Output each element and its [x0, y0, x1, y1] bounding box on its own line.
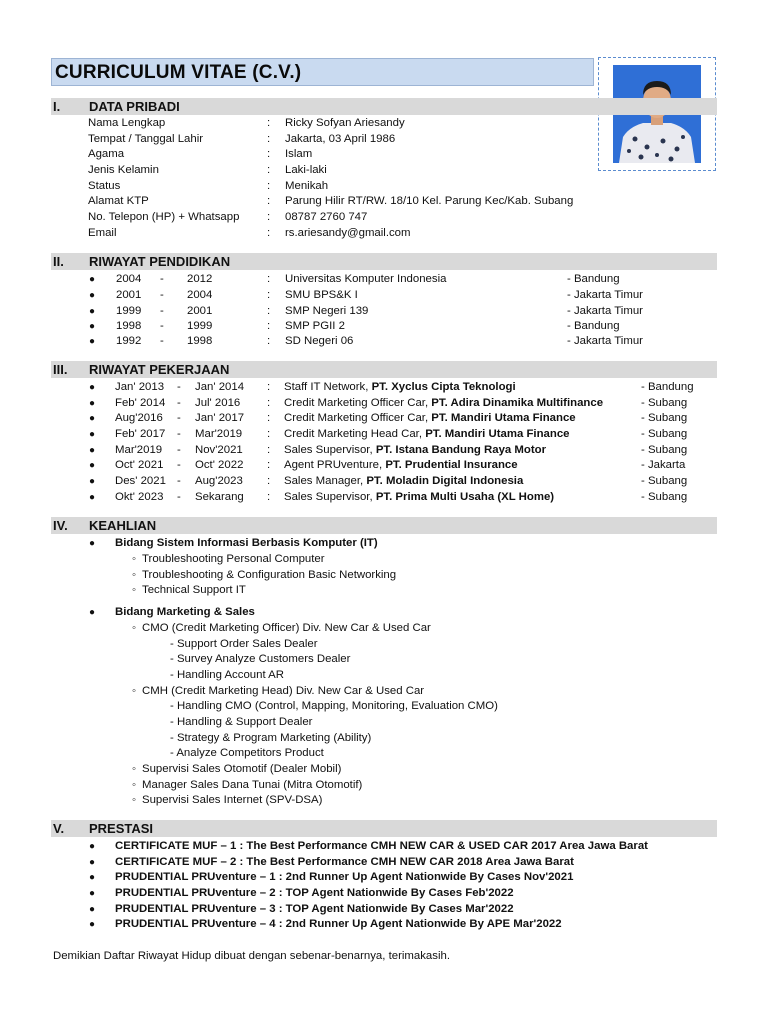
bullet: ● [89, 274, 96, 285]
work-role [284, 412, 576, 424]
company: PT. Mandiri Utama Finance [425, 428, 570, 440]
colon: : [267, 117, 271, 129]
work-dash: - [177, 475, 181, 487]
award-item: CERTIFICATE MUF – 1 : The Best Performance CMH NEW CAR & USED CAR 2017 Area Jawa Barat [115, 840, 648, 852]
email-value: rs.ariesandy@gmail.com [285, 227, 411, 239]
label: Status [88, 180, 121, 192]
skill-item: Supervisi Sales Otomotif (Dealer Mobil) [142, 763, 342, 775]
section-bar-education [51, 253, 717, 270]
value: Islam [285, 148, 313, 160]
skill-subitem: - Support Order Sales Dealer [170, 638, 318, 650]
section-title: DATA PRIBADI [89, 99, 180, 114]
work-start: Des' 2021 [115, 475, 166, 487]
work-dash: - [177, 444, 181, 456]
work-role [284, 459, 518, 471]
section-title: KEAHLIAN [89, 518, 157, 533]
work-role [284, 491, 554, 503]
skill-item: Troubleshooting Personal Computer [142, 553, 325, 565]
work-start: Aug'2016 [115, 412, 163, 424]
work-dash: - [177, 412, 181, 424]
value: Laki-laki [285, 164, 327, 176]
work-end: Oct' 2022 [195, 459, 244, 471]
sub-bullet: ◦ [132, 763, 137, 775]
label: Nama Lengkap [88, 117, 166, 129]
work-city: - Subang [641, 491, 688, 503]
company: PT. Xyclus Cipta Teknologi [371, 381, 516, 393]
section-number: II. [53, 254, 64, 269]
award-item: PRUDENTIAL PRUventure – 1 : 2nd Runner Up Agent Nationwide By Cases Nov'2021 [115, 871, 574, 883]
edu-dash: - [160, 335, 164, 347]
closing-statement: Demikian Daftar Riwayat Hidup dibuat dengan sebenar-benarnya, terimakasih. [53, 950, 450, 962]
edu-end: 2001 [187, 305, 213, 317]
label: Email [88, 227, 117, 239]
edu-start: 2001 [116, 289, 142, 301]
edu-city: - Jakarta Timur [567, 289, 643, 301]
work-end: Jan' 2014 [195, 381, 245, 393]
work-end: Nov'2021 [195, 444, 243, 456]
skill-subitem: - Handling & Support Dealer [170, 716, 313, 728]
colon: : [267, 412, 271, 424]
section-number: IV. [53, 518, 68, 533]
work-role [284, 381, 516, 393]
colon: : [267, 195, 271, 207]
work-city: - Subang [641, 397, 688, 409]
work-dash: - [177, 381, 181, 393]
bullet: ● [89, 382, 96, 393]
company: PT. Moladin Digital Indonesia [366, 475, 524, 487]
edu-dash: - [160, 273, 164, 285]
work-end: Aug'2023 [195, 475, 243, 487]
section-bar-personal [51, 98, 717, 115]
edu-end: 2012 [187, 273, 213, 285]
award-item: PRUDENTIAL PRUventure – 4 : 2nd Runner Up Agent Nationwide By APE Mar'2022 [115, 918, 562, 930]
section-number: V. [53, 821, 65, 836]
edu-start: 1998 [116, 320, 142, 332]
value: Parung Hilir RT/RW. 18/10 Kel. Parung Kec/Kab. Subang [285, 195, 574, 207]
colon: : [267, 475, 271, 487]
section-bar-work [51, 361, 717, 378]
section-number: III. [53, 362, 68, 377]
role: Staff IT Network, [284, 381, 372, 393]
sub-bullet: ◦ [132, 553, 137, 565]
work-city: - Subang [641, 444, 688, 456]
role: Credit Marketing Head Car, [284, 428, 426, 440]
company: PT. Istana Bandung Raya Motor [375, 444, 547, 456]
colon: : [267, 164, 271, 176]
colon: : [267, 335, 271, 347]
bullet: ● [89, 492, 96, 503]
bullet: ● [89, 872, 96, 883]
skill-cmh: CMH (Credit Marketing Head) Div. New Car & Used Car [142, 685, 425, 697]
edu-end: 1999 [187, 320, 213, 332]
colon: : [267, 133, 271, 145]
colon: : [267, 273, 271, 285]
award-item: CERTIFICATE MUF – 2 : The Best Performance CMH NEW CAR 2018 Area Jawa Barat [115, 856, 574, 868]
work-end: Sekarang [195, 491, 244, 503]
bullet: ● [89, 413, 96, 424]
label: Alamat KTP [88, 195, 149, 207]
work-start: Jan' 2013 [115, 381, 165, 393]
colon: : [267, 428, 271, 440]
value: Jakarta, 03 April 1986 [285, 133, 396, 145]
bullet: ● [89, 445, 96, 456]
edu-city: - Bandung [567, 273, 620, 285]
work-dash: - [177, 459, 181, 471]
colon: : [267, 491, 271, 503]
work-start: Feb' 2014 [115, 397, 166, 409]
work-end: Jan' 2017 [195, 412, 245, 424]
skill-subitem: - Strategy & Program Marketing (Ability) [170, 732, 372, 744]
work-start: Feb' 2017 [115, 428, 166, 440]
role: Sales Manager, [284, 475, 367, 487]
bullet: ● [89, 398, 96, 409]
value: 08787 2760 747 [285, 211, 368, 223]
document-title: CURRICULUM VITAE (C.V.) [55, 62, 302, 83]
edu-end: 1998 [187, 335, 213, 347]
section-title: RIWAYAT PENDIDIKAN [89, 254, 231, 269]
colon: : [267, 211, 271, 223]
sub-bullet: ◦ [132, 794, 137, 806]
work-city: - Jakarta [641, 459, 686, 471]
skill-group-it: Bidang Sistem Informasi Berbasis Komputer (IT) [115, 537, 378, 549]
edu-school: Universitas Komputer Indonesia [285, 273, 447, 285]
colon: : [267, 305, 271, 317]
bullet: ● [89, 429, 96, 440]
edu-school: SMP PGII 2 [285, 320, 345, 332]
colon: : [267, 148, 271, 160]
value: Ricky Sofyan Ariesandy [285, 117, 405, 129]
work-end: Jul' 2016 [195, 397, 241, 409]
role: Sales Supervisor, [284, 491, 376, 503]
edu-end: 2004 [187, 289, 213, 301]
role: Agent PRUventure, [284, 459, 386, 471]
colon: : [267, 459, 271, 471]
work-start: Oct' 2021 [115, 459, 164, 471]
edu-city: - Jakarta Timur [567, 305, 643, 317]
bullet: ● [89, 857, 96, 868]
sub-bullet: ◦ [132, 584, 137, 596]
award-item: PRUDENTIAL PRUventure – 3 : TOP Agent Nationwide By Cases Mar'2022 [115, 903, 514, 915]
section-number: I. [53, 99, 61, 114]
work-role [284, 475, 523, 487]
bullet: ● [89, 460, 96, 471]
bullet: ● [89, 841, 96, 852]
role: Sales Supervisor, [284, 444, 376, 456]
bullet: ● [89, 336, 96, 347]
section-title: RIWAYAT PEKERJAAN [89, 362, 230, 377]
bullet: ● [89, 476, 96, 487]
skill-cmo: CMO (Credit Marketing Officer) Div. New Car & Used Car [142, 622, 431, 634]
work-dash: - [177, 428, 181, 440]
company: PT. Prudential Insurance [385, 459, 518, 471]
bullet: ● [89, 290, 96, 301]
edu-dash: - [160, 320, 164, 332]
bullet: ● [89, 538, 96, 549]
role: Credit Marketing Officer Car, [284, 412, 432, 424]
skill-subitem: - Handling Account AR [170, 669, 284, 681]
section-bar-skills [51, 517, 717, 534]
edu-start: 1992 [116, 335, 142, 347]
bullet: ● [89, 607, 96, 618]
label: Agama [88, 148, 125, 160]
work-city: - Subang [641, 412, 688, 424]
edu-dash: - [160, 305, 164, 317]
work-start: Mar'2019 [115, 444, 163, 456]
title-bar [51, 58, 594, 86]
sub-bullet: ◦ [132, 779, 137, 791]
section-title: PRESTASI [89, 821, 154, 836]
work-city: - Subang [641, 428, 688, 440]
colon: : [267, 289, 271, 301]
work-city: - Subang [641, 475, 688, 487]
work-city: - Bandung [641, 381, 694, 393]
role: Credit Marketing Officer Car, [284, 397, 432, 409]
skill-subitem: - Handling CMO (Control, Mapping, Monitoring, Evaluation CMO) [170, 700, 498, 712]
label: No. Telepon (HP) + Whatsapp [88, 211, 240, 223]
value: Menikah [285, 180, 329, 192]
edu-school: SD Negeri 06 [285, 335, 354, 347]
edu-dash: - [160, 289, 164, 301]
work-role [284, 444, 546, 456]
edu-city: - Jakarta Timur [567, 335, 643, 347]
edu-school: SMU BPS&K I [285, 289, 358, 301]
label: Jenis Kelamin [88, 164, 159, 176]
bullet: ● [89, 904, 96, 915]
work-role [284, 428, 570, 440]
section-bar-awards [51, 820, 717, 837]
skill-item: Technical Support IT [142, 584, 246, 596]
work-start: Okt' 2023 [115, 491, 164, 503]
sub-bullet: ◦ [132, 622, 137, 634]
skill-item: Troubleshooting & Configuration Basic Networking [142, 569, 397, 581]
colon: : [267, 180, 271, 192]
label: Tempat / Tanggal Lahir [88, 133, 204, 145]
award-item: PRUDENTIAL PRUventure – 2 : TOP Agent Nationwide By Cases Feb'2022 [115, 887, 514, 899]
edu-start: 1999 [116, 305, 142, 317]
sub-bullet: ◦ [132, 685, 137, 697]
company: PT. Adira Dinamika Multifinance [431, 397, 604, 409]
colon: : [267, 397, 271, 409]
work-end: Mar'2019 [195, 428, 243, 440]
skill-item: Manager Sales Dana Tunai (Mitra Otomotif) [142, 779, 363, 791]
colon: : [267, 320, 271, 332]
skill-subitem: - Survey Analyze Customers Dealer [170, 653, 351, 665]
work-role [284, 397, 603, 409]
bullet: ● [89, 321, 96, 332]
colon: : [267, 381, 271, 393]
sub-bullet: ◦ [132, 569, 137, 581]
company: PT. Prima Multi Usaha (XL Home) [375, 491, 555, 503]
edu-city: - Bandung [567, 320, 620, 332]
company: PT. Mandiri Utama Finance [431, 412, 576, 424]
edu-school: SMP Negeri 139 [285, 305, 369, 317]
colon: : [267, 227, 271, 239]
work-dash: - [177, 491, 181, 503]
bullet: ● [89, 888, 96, 899]
bullet: ● [89, 306, 96, 317]
work-dash: - [177, 397, 181, 409]
skill-subitem: - Analyze Competitors Product [170, 747, 324, 759]
skill-item: Supervisi Sales Internet (SPV-DSA) [142, 794, 323, 806]
colon: : [267, 444, 271, 456]
skill-group-marketing: Bidang Marketing & Sales [115, 606, 255, 618]
edu-start: 2004 [116, 273, 142, 285]
bullet: ● [89, 919, 96, 930]
